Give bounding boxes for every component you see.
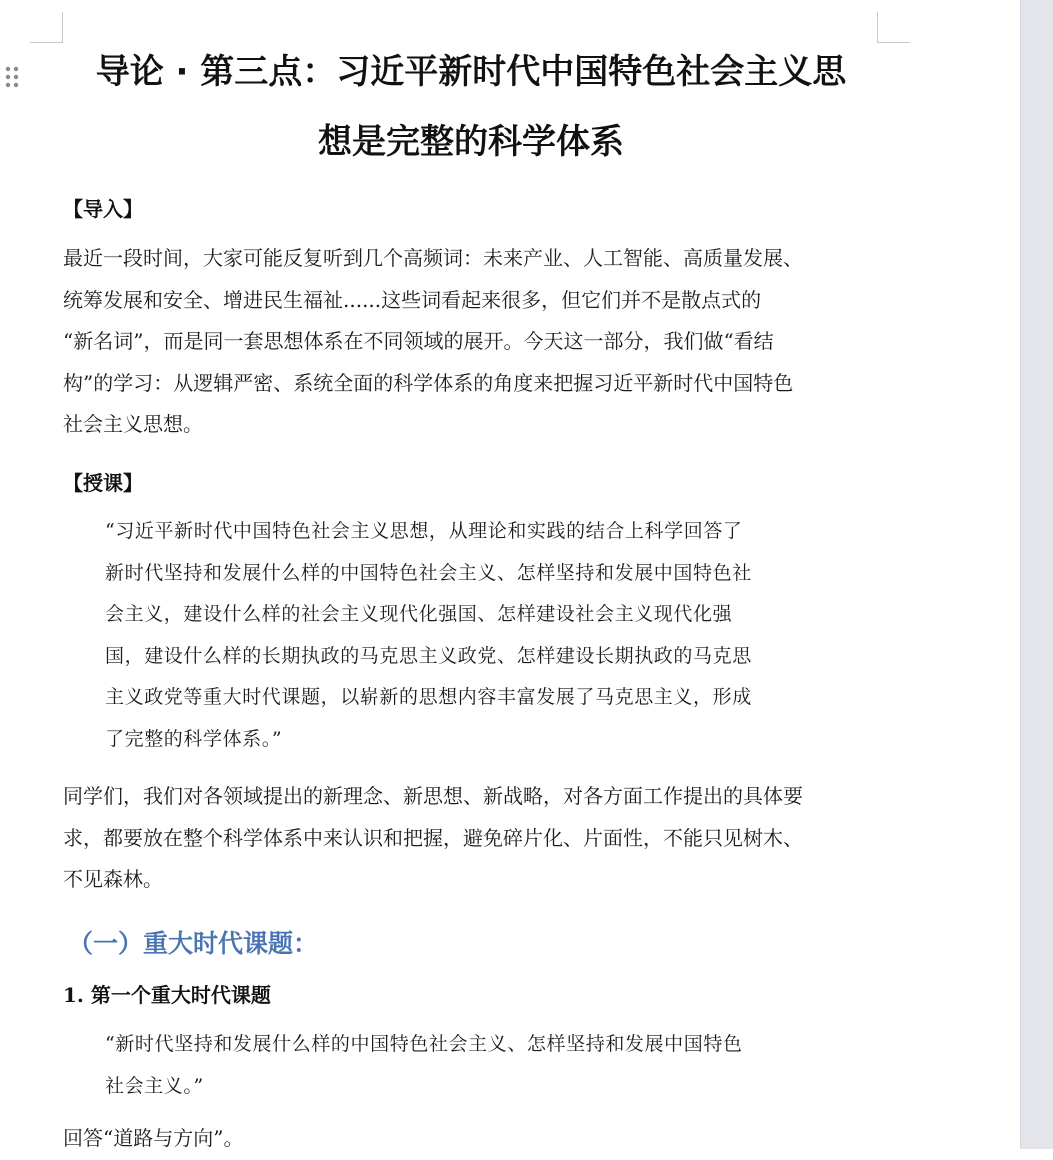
paragraph-line: 回答“道路与方向”。 — [63, 1126, 244, 1150]
vertical-scrollbar-track[interactable] — [1020, 0, 1053, 1149]
paragraph-line: 同学们，我们对各领域提出的新理念、新思想、新战略，对各方面工作提出的具体要 — [63, 784, 803, 808]
section-heading: （一）重大时代课题： — [68, 929, 319, 958]
paragraph-line: 最近一段时间，大家可能反复听到几个高频词：未来产业、人工智能、高质量发展、 — [63, 246, 803, 270]
quote-line: 社会主义。” — [105, 1074, 204, 1097]
quote-block-1 — [105, 511, 825, 760]
quote-line: 新时代坚持和发展什么样的中国特色社会主义、怎样坚持和发展中国特色社 — [105, 561, 752, 584]
drag-handle-icon[interactable] — [5, 66, 19, 88]
body-paragraph-2 — [63, 776, 873, 901]
page-corner-mark — [877, 42, 910, 43]
document-title-line-2: 想是完整的科学体系 — [318, 122, 624, 162]
quote-line: 国，建设什么样的长期执政的马克思主义政党、怎样建设长期执政的马克思 — [105, 644, 752, 667]
page-corner-mark — [877, 12, 878, 43]
paragraph-line: 求，都要放在整个科学体系中来认识和把握，避免碎片化、片面性，不能只见树木、 — [63, 825, 803, 850]
page-corner-mark — [62, 12, 63, 43]
paragraph-line: “新名词”，而是同一套思想体系在不同领域的展开。今天这一部分，我们做“看结 — [63, 329, 774, 353]
paragraph-line: 不见森林。 — [63, 867, 163, 891]
quote-line: 会主义，建设什么样的社会主义现代化强国、怎样建设社会主义现代化强 — [105, 603, 733, 625]
paragraph-line: 社会主义思想。 — [63, 412, 203, 436]
subsection-heading: 1. 第一个重大时代课题 — [63, 983, 271, 1007]
quote-line: 主义政党等重大时代课题，以崭新的思想内容丰富发展了马克思主义，形成 — [105, 686, 752, 708]
answer-paragraph — [63, 1118, 873, 1160]
document-title-line-1: 导论 · 第三点：习近平新时代中国特色社会主义思 — [95, 52, 847, 92]
paragraph-line: 构”的学习：从逻辑严密、系统全面的科学体系的角度来把握习近平新时代中国特色 — [63, 370, 794, 395]
quote-line: “习近平新时代中国特色社会主义思想，从理论和实践的结合上科学回答了 — [105, 520, 743, 542]
intro-heading: 【导入】 — [63, 197, 143, 221]
intro-paragraph — [63, 238, 873, 446]
lecture-heading: 【授课】 — [63, 471, 143, 495]
page-corner-mark — [30, 42, 63, 43]
quote-line: “新时代坚持和发展什么样的中国特色社会主义、怎样坚持和发展中国特色 — [105, 1033, 743, 1055]
quote-block-2 — [105, 1024, 825, 1107]
paragraph-line: 统筹发展和安全、增进民生福祉......这些词看起来很多，但它们并不是散点式的 — [63, 287, 762, 312]
quote-line: 了完整的科学体系。” — [105, 727, 283, 750]
